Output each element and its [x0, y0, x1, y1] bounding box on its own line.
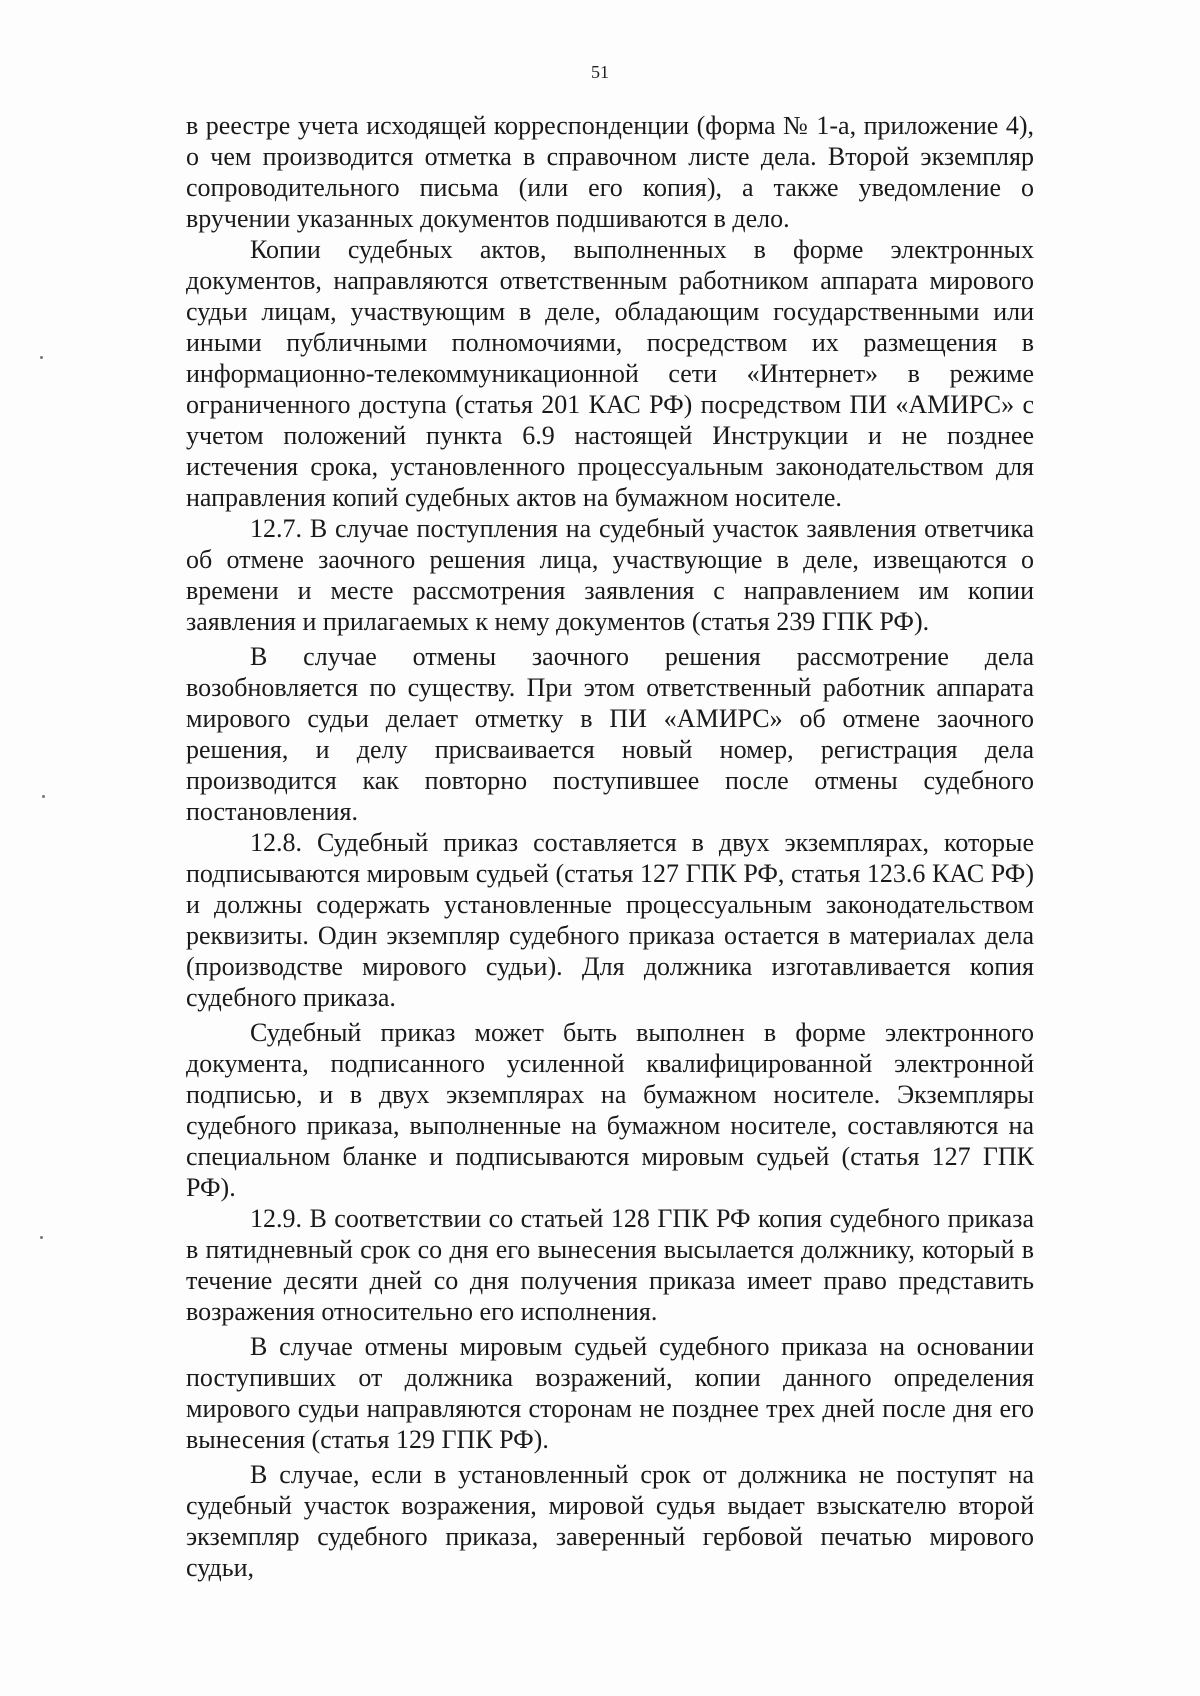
paragraph-6: Судебный приказ может быть выполнен в форме электронного документа, подписанного усиленной квалифицированной электронной подписью, и в двух экземплярах на бумажном носителе. Экземпляры судебного приказа, выполненные на бумажном носителе, составляются на специальном бланке и подписываются мировым судьей (статья 127 ГПК РФ). [186, 1018, 1034, 1202]
paragraph-1: в реестре учета исходящей корреспонденции (форма № 1-а, приложение 4), о чем производится отметка в справочном листе дела. Второй экземпляр сопроводительного письма (или его копия), а также уведомление о вручении указанных документов подшиваются в дело. [186, 111, 1034, 233]
scan-speck [40, 356, 43, 359]
paragraph-7: 12.9. В соответствии со статьей 128 ГПК РФ копия судебного приказа в пятидневный срок со дня его вынесения высылается должнику, который в течение десяти дней со дня получения приказа имеет право представить возражения относительно его исполнения. [186, 1204, 1034, 1326]
scan-speck [42, 795, 45, 798]
paragraph-4: В случае отмены заочного решения рассмотрение дела возобновляется по существу. При этом ответственный работник аппарата мирового судьи делает отметку в ПИ «АМИРС» об отмене заочного решения, и делу присваивается новый номер, регистрация дела производится как повторно поступившее после отмены судебного постановления. [186, 642, 1034, 826]
paragraph-5: 12.8. Судебный приказ составляется в двух экземплярах, которые подписываются мировым судьей (статья 127 ГПК РФ, статья 123.6 КАС РФ) и должны содержать установленные процессуальным законодательством реквизиты. Один экземпляр судебного приказа остается в материалах дела (производстве мирового судьи). Для должника изготавливается копия судебного приказа. [186, 828, 1034, 1012]
page-number: 51 [591, 62, 609, 82]
paragraph-8: В случае отмены мировым судьей судебного приказа на основании поступивших от должника возражений, копии данного определения мирового судьи направляются сторонам не позднее трех дней после дня его вынесения (статья 129 ГПК РФ). [186, 1332, 1034, 1454]
paragraph-3: 12.7. В случае поступления на судебный участок заявления ответчика об отмене заочного решения лица, участвующие в деле, извещаются о времени и месте рассмотрения заявления с направлением им копии заявления и прилагаемых к нему документов (статья 239 ГПК РФ). [186, 514, 1034, 636]
scan-speck [40, 1236, 43, 1239]
page-body [186, 110, 1034, 1583]
paragraph-9: В случае, если в установленный срок от должника не поступят на судебный участок возражения, мировой судья выдает взыскателю второй экземпляр судебного приказа, заверенный гербовой печатью мирового судьи, [186, 1460, 1034, 1582]
paragraph-2: Копии судебных актов, выполненных в форме электронных документов, направляются ответственным работником аппарата мирового судьи лицам, участвующим в деле, обладающим государственными или иными публичными полномочиями, посредством их размещения в информационно-телекоммуникационной сети «Интернет» в режиме ограниченного доступа (статья 201 КАС РФ) посредством ПИ «АМИРС» с учетом положений пункта 6.9 настоящей Инструкции и не позднее истечения срока, установленного процессуальным законодательством для направления копий судебных актов на бумажном носителе. [186, 235, 1034, 512]
